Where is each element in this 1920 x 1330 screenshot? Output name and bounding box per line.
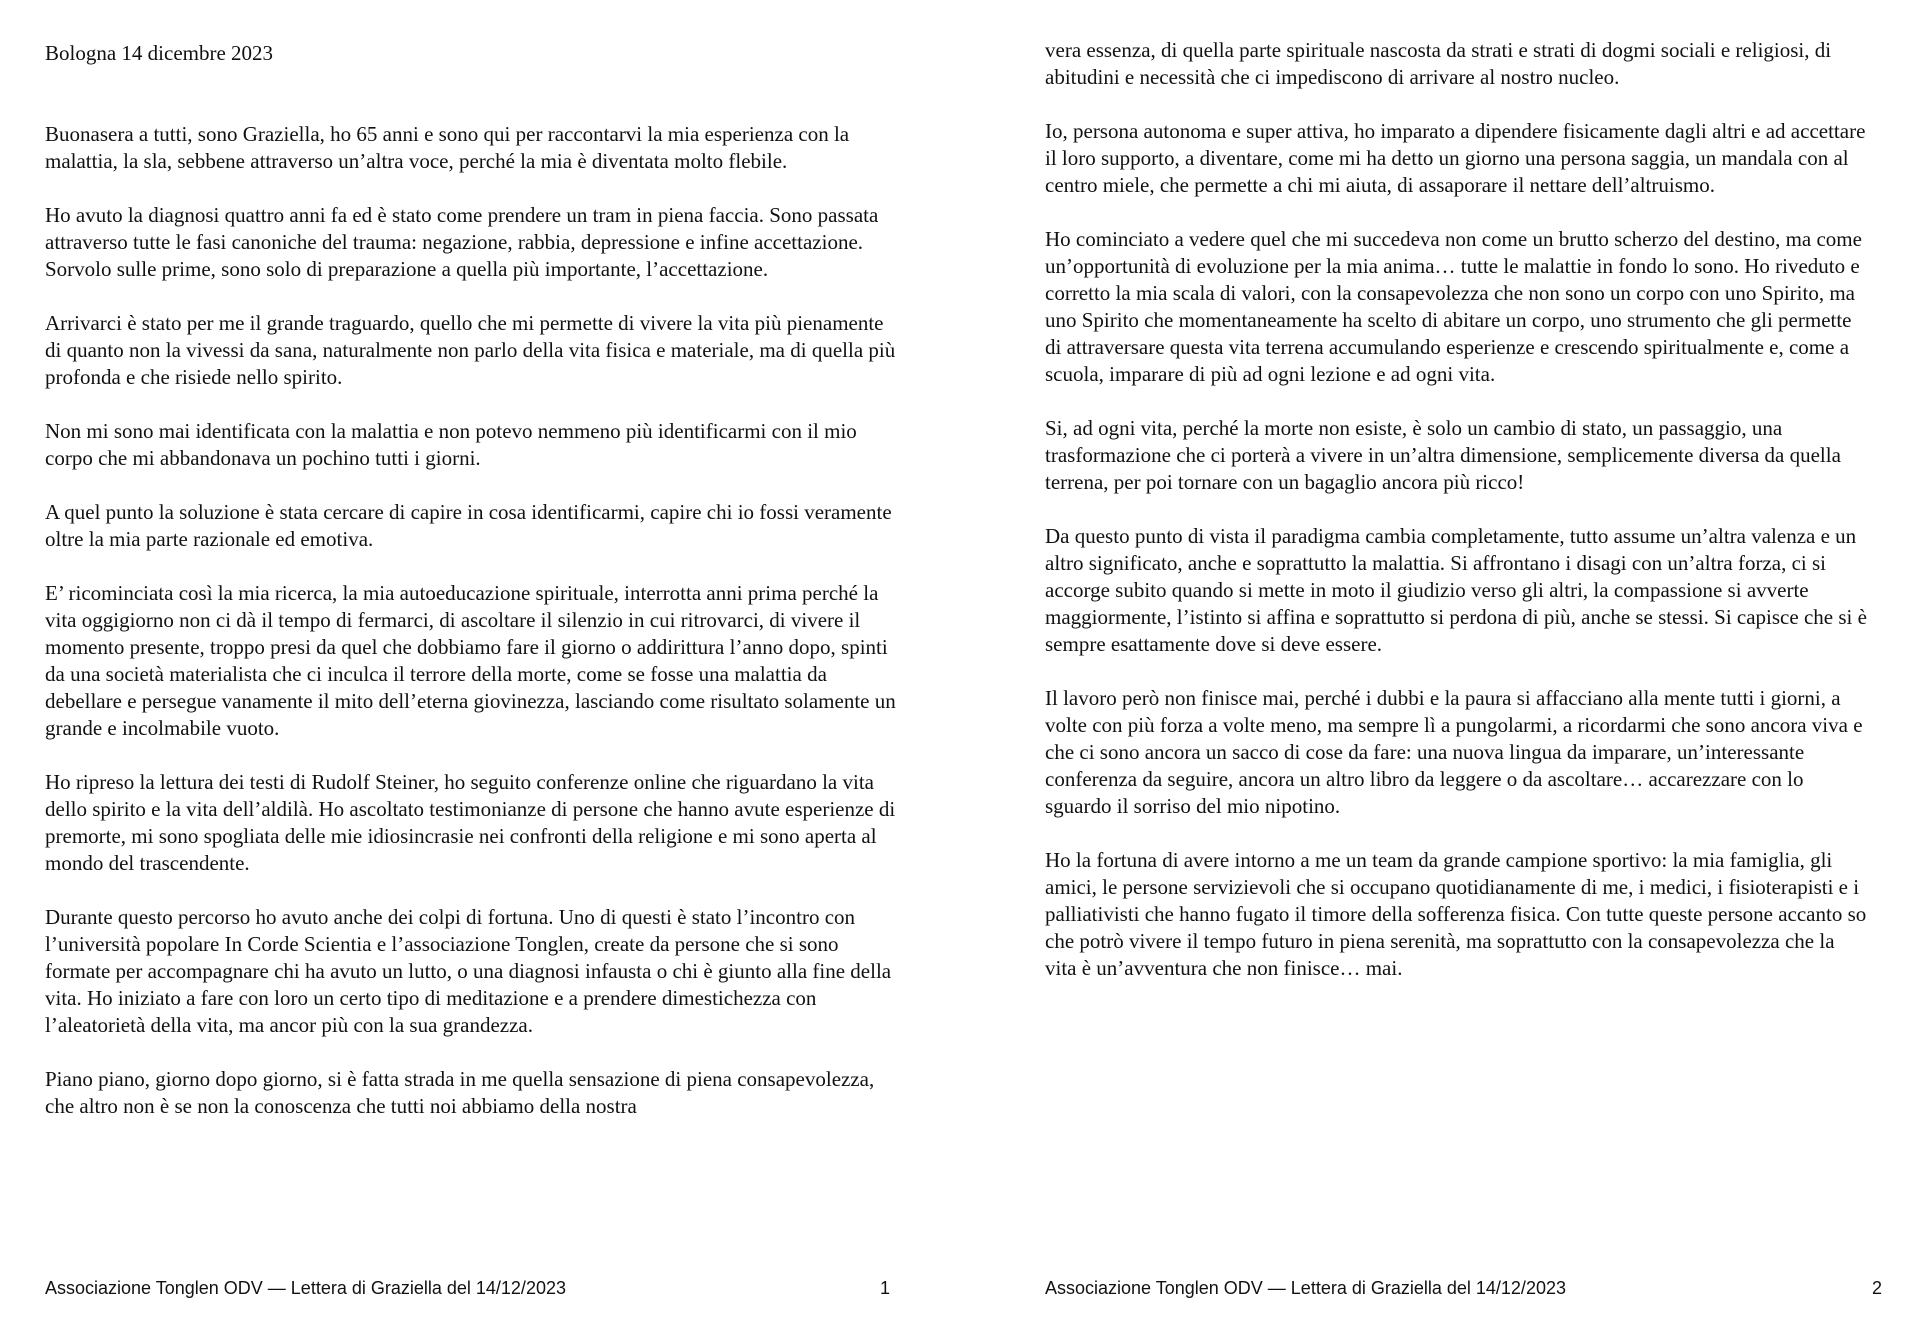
paragraph: Piano piano, giorno dopo giorno, si è fatta strada in me quella sensazione di piena consapevolezza, che altro non è se non la conoscenza che tutti noi abbiamo della nostra xyxy=(45,1067,875,1118)
paragraph: E’ ricominciata così la mia ricerca, la mia autoeducazione spirituale, interrotta anni prima perché la vita oggigiorno non ci dà il tempo di fermarci, di ascoltare il silenzio in cui ritrovarci, di vivere il momento presente, troppo presi da quel che dobbiamo fare il giorno o addirittura l’anno dopo, spinti da una società materialista che ci inculca il terrore della morte, come se fosse una malattia da debellare e persegue vanamente il mito dell’eterna giovinezza, lasciando come risultato solamente un grande e incolmabile vuoto. xyxy=(45,581,896,740)
page-2-footer-label: Associazione Tonglen ODV — Lettera di Graziella del 14/12/2023 xyxy=(1045,1278,1566,1298)
paragraph: A quel punto la soluzione è stata cercare di capire in cosa identificarmi, capire chi io fossi veramente oltre la mia parte razionale ed emotiva. xyxy=(45,500,892,551)
page-2-number: 2 xyxy=(1872,1278,1883,1298)
paragraph: Durante questo percorso ho avuto anche dei colpi di fortuna. Uno di questi è stato l’incontro con l’università popolare In Corde Scientia e l’associazione Tonglen, create da persone che si sono formate per accompagnare chi ha avuto un lutto, o una diagnosi infausta o chi è giunto alla fine della vita. Ho iniziato a fare con loro un certo tipo di meditazione e a prendere dimestichezza con l’aleatorietà della vita, ma ancor più con la sua grandezza. xyxy=(45,905,892,1037)
paragraph: Io, persona autonoma e super attiva, ho imparato a dipendere fisicamente dagli altri e ad accettare il loro supporto, a diventare, come mi ha detto un giorno una persona saggia, un mandala con al centro miele, che permette a chi mi aiuta, di assaporare il nettare dell’altruismo. xyxy=(1045,119,1866,197)
paragraph: Ho cominciato a vedere quel che mi succedeva non come un brutto scherzo del destino, ma come un’opportunità di evoluzione per la mia anima… tutte le malattie in fondo lo sono. Ho riveduto e corretto la mia scala di valori, con la consapevolezza che non sono un corpo con uno Spirito, ma uno Spirito che momentaneamente ha scelto di abitare un corpo, uno strumento che gli permette di attraversare questa vita terrena accumulando esperienze e crescendo spiritualmente e, come a scuola, imparare di più ad ogni lezione e ad ogni vita. xyxy=(1045,227,1862,386)
page-1-footer-label: Associazione Tonglen ODV — Lettera di Graziella del 14/12/2023 xyxy=(45,1278,566,1298)
paragraph: Non mi sono mai identificata con la malattia e non potevo nemmeno più identificarmi con il mio corpo che mi abbandonava un pochino tutti i giorni. xyxy=(45,419,857,470)
letter-date: Bologna 14 dicembre 2023 xyxy=(45,41,274,65)
paragraph: Ho ripreso la lettura dei testi di Rudolf Steiner, ho seguito conferenze online che riguardano la vita dello spirito e la vita dell’aldilà. Ho ascoltato testimonianze di persone che hanno avute esperienze di premorte, mi sono spogliata delle mie idiosincrasie nei confronti della religione e mi sono aperta al mondo del trascendente. xyxy=(45,770,896,875)
paragraph: Arrivarci è stato per me il grande traguardo, quello che mi permette di vivere la vita più pienamente di quanto non la vivessi da sana, naturalmente non parlo della vita fisica e materiale, ma di quella più profonda e che risiede nello spirito. xyxy=(45,311,896,389)
paragraph: Buonasera a tutti, sono Graziella, ho 65 anni e sono qui per raccontarvi la mia esperienza con la malattia, la sla, sebbene attraverso un’altra voce, perché la mia è diventata molto flebile. xyxy=(45,122,850,173)
paragraph: vera essenza, di quella parte spirituale nascosta da strati e strati di dogmi sociali e religiosi, di abitudini e necessità che ci impediscono di arrivare al nostro nucleo. xyxy=(1045,38,1832,89)
paragraph: Ho avuto la diagnosi quattro anni fa ed è stato come prendere un tram in piena faccia. Sono passata attraverso tutte le fasi canoniche del trauma: negazione, rabbia, depressione e infine accettazione. Sorvolo sulle prime, sono solo di preparazione a quella più importante, l’accettazione. xyxy=(45,203,879,281)
page-2 xyxy=(960,0,1920,1330)
paragraph: Il lavoro però non finisce mai, perché i dubbi e la paura si affacciano alla mente tutti i giorni, a volte con più forza a volte meno, ma sempre lì a pungolarmi, a ricordarmi che sono ancora viva e che ci sono ancora un sacco di cose da fare: una nuova lingua da imparare, un’interessante conferenza da seguire, ancora un altro libro da leggere o da ascoltare… accarezzare con lo sguardo il sorriso del mio nipotino. xyxy=(1045,686,1863,818)
page-1-number: 1 xyxy=(880,1278,891,1298)
page-1-body xyxy=(45,40,900,1147)
paragraph: Si, ad ogni vita, perché la morte non esiste, è solo un cambio di stato, un passaggio, una trasformazione che ci porterà a vivere in un’altra dimensione, semplicemente diversa da quella terrena, per poi tornare con un bagaglio ancora più ricco! xyxy=(1045,416,1841,494)
paragraph: Da questo punto di vista il paradigma cambia completamente, tutto assume un’altra valenza e un altro significato, anche e soprattutto la malattia. Si affrontano i disagi con un’altra forza, ci si accorge subito quando si mette in moto il giudizio verso gli altri, la compassione si avverte maggiormente, l’istinto si affina e soprattutto si perdona di più, anche se stessi. Si capisce che si è sempre esattamente dove si deve essere. xyxy=(1045,524,1867,656)
paragraph: Ho la fortuna di avere intorno a me un team da grande campione sportivo: la mia famiglia, gli amici, le persone servizievoli che si occupano quotidianamente di me, i medici, i fisioterapisti e i palliativisti che hanno fugato il timore della sofferenza fisica. Con tutte queste persone accanto so che potrò vivere il tempo futuro in piena serenità, ma soprattutto con la consapevolezza che la vita è un’avventura che non finisce… mai. xyxy=(1045,848,1867,980)
page-2-body xyxy=(1045,37,1870,1009)
